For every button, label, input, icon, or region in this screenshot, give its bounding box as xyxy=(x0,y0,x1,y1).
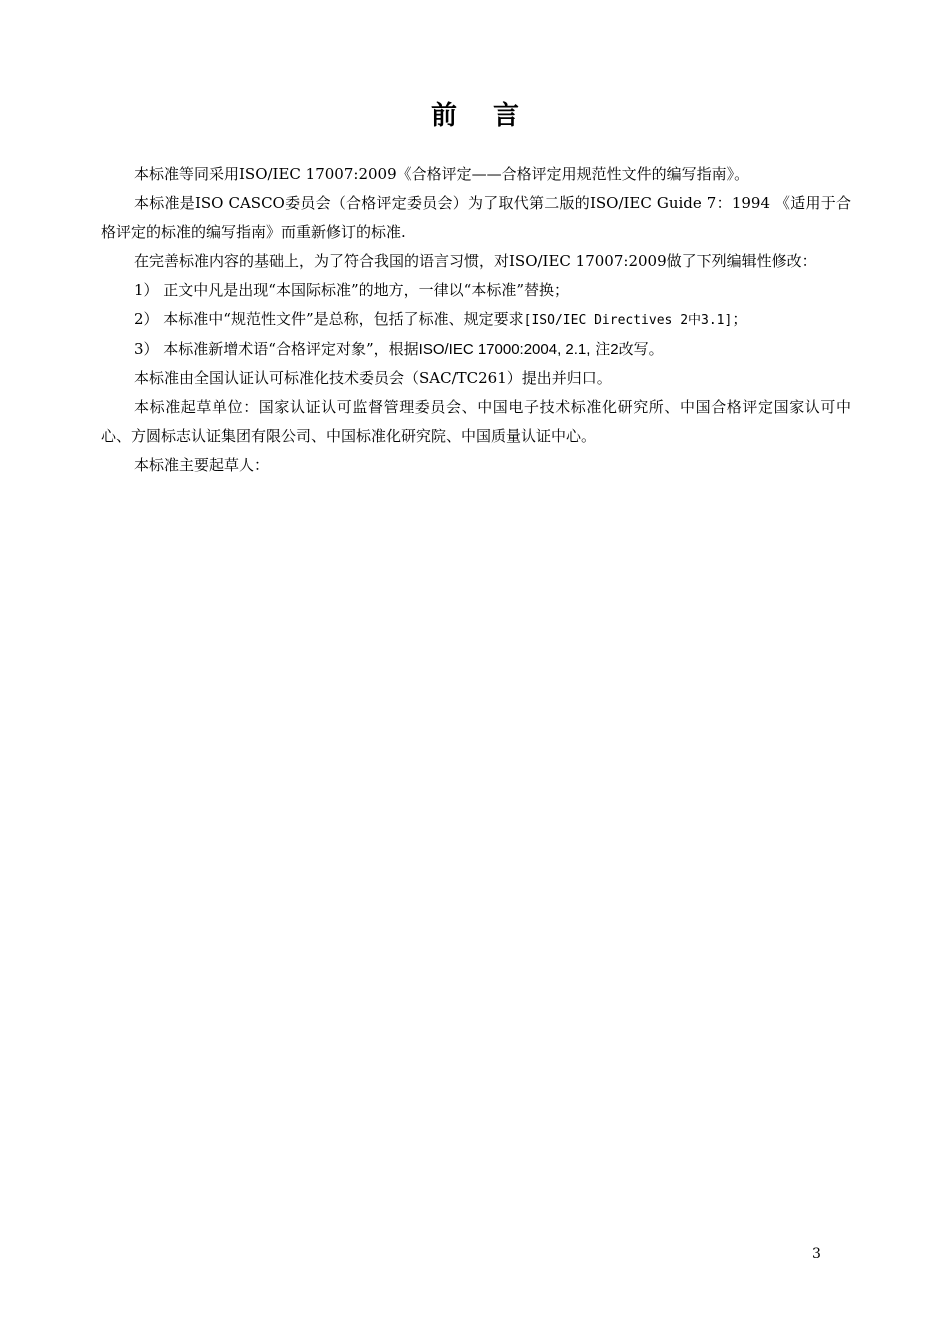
paragraph-editorial-changes: 在完善标准内容的基础上，为了符合我国的语言习惯，对ISO/IEC 17007:2009做了下列编辑性修改： xyxy=(134,252,817,270)
list-item-3-end: 改写。 xyxy=(618,340,664,358)
page-number: 3 xyxy=(812,1246,821,1262)
list-item-2-reference: [ISO/IEC Directives 2中3.1] xyxy=(523,313,733,328)
list-item-3-reference: ISO/IEC 17000:2004, 2.1, xyxy=(418,341,591,358)
paragraph-main-drafters: 本标准主要起草人： xyxy=(134,456,270,474)
document-body xyxy=(101,160,851,480)
list-item-2-text: 2） 本标准中“规范性文件”是总称，包括了标准、规定要求 xyxy=(134,310,524,328)
paragraph-proposer: 本标准由全国认证认可标准化技术委员会（SAC/TC261）提出并归口。 xyxy=(134,369,612,387)
paragraph-drafting-units: 本标准起草单位：国家认证认可监督管理委员会、中国电子技术标准化研究所、中国合格评定国家认可中心、方圆标志认证集团有限公司、中国标准化研究院、中国质量认证中心。 xyxy=(101,398,851,445)
paragraph-revision: 本标准是ISO CASCO委员会（合格评定委员会）为了取代第二版的ISO/IEC Guide 7：1994 《适用于合格评定的标准的编写指南》而重新修订的标准. xyxy=(101,194,851,241)
list-item-2 xyxy=(101,305,851,335)
list-item-3 xyxy=(101,335,851,364)
paragraph-adoption: 本标准等同采用ISO/IEC 17007:2009《合格评定——合格评定用规范性文件的编写指南》。 xyxy=(134,165,750,183)
list-item-3-note-label: 注 xyxy=(590,340,611,358)
list-item-3-note-number: 2 xyxy=(610,341,619,358)
page-title: 前言 xyxy=(430,101,555,131)
list-item-3-text: 3） 本标准新增术语“合格评定对象”，根据 xyxy=(134,340,419,358)
list-item-1: 1） 正文中凡是出现“本国际标准”的地方，一律以“本标准”替换； xyxy=(134,281,569,299)
list-item-2-end: ； xyxy=(732,310,748,328)
